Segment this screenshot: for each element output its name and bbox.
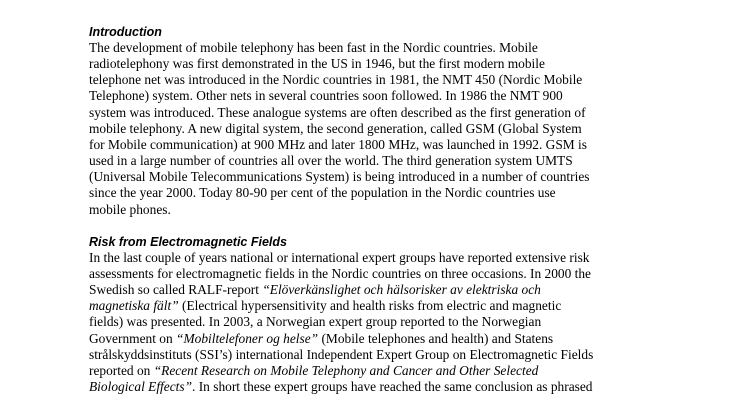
text-line: since the year 2000. Today 80-90 per cent of the population in the Nordic countries use [89,185,556,201]
risk-paragraph [89,250,669,395]
section-heading-risk: Risk from Electromagnetic Fields [89,234,287,249]
text-run: Government on [89,330,177,346]
text-line: telephone net was introduced in the Nordic countries in 1981, the NMT 450 (Nordic Mobile [89,72,583,88]
report-title-ssi: “Recent Research on Mobile Telephony and Cancer and Other Selected [153,362,539,378]
text-line: mobile phones. [89,201,171,217]
text-line: mobile telephony. A new digital system, the second generation, called GSM (Global System [89,120,582,136]
text-line: for Mobile communication) at 900 MHz and later 1800 MHz, was launched in 1992. GSM is [89,136,587,152]
section-heading-introduction: Introduction [89,25,162,39]
text-line [89,298,669,314]
introduction-paragraph [89,40,669,218]
text-line: radiotelephony was first demonstrated in the US in 1946, but the first modern mobile [89,56,545,72]
text-run: (Electrical hypersensitivity and health risks from electric and magnetic [178,298,562,314]
text-run: Swedish so called RALF-report [89,282,263,298]
text-line [89,282,669,298]
report-title-ralf-cont: magnetiska fält” [89,298,179,314]
text-run: (Mobile telephones and health) and Statens [318,330,554,346]
text-line: strålskyddsinstituts (SSI’s) international Independent Expert Group on Electromagnetic Fields [89,346,594,362]
report-title-norwegian: “Mobiltelefoner og helse” [176,330,319,346]
text-line [89,379,669,395]
text-line: Telephone) system. Other nets in several countries soon followed. In 1986 the NMT 900 [89,88,563,104]
report-title-ralf: “Elöverkänslighet och hälsorisker av elektriska och [262,282,541,298]
text-line: The development of mobile telephony has been fast in the Nordic countries. Mobile [89,40,538,55]
text-line: (Universal Mobile Telecommunications System) is being introduced in a number of countries [89,169,590,185]
text-run: reported on [89,362,154,378]
text-line [89,331,669,347]
text-line [89,363,669,379]
text-line: system was introduced. These analogue systems are often described as the first generation of [89,104,586,120]
text-line: used in a large number of countries all over the world. The third generation system UMTS [89,153,573,169]
text-run: . In short these expert groups have reached the same conclusion as phrased [192,378,593,394]
document-page [89,24,669,395]
paragraph-gap [89,218,669,234]
report-title-ssi-cont: Biological Effects” [89,378,193,394]
text-line: assessments for electromagnetic fields in the Nordic countries on three occasions. In 2000 the [89,265,591,281]
text-line: In the last couple of years national or international expert groups have reported extensive risk [89,249,590,265]
text-line: fields) was presented. In 2003, a Norwegian expert group reported to the Norwegian [89,314,542,330]
